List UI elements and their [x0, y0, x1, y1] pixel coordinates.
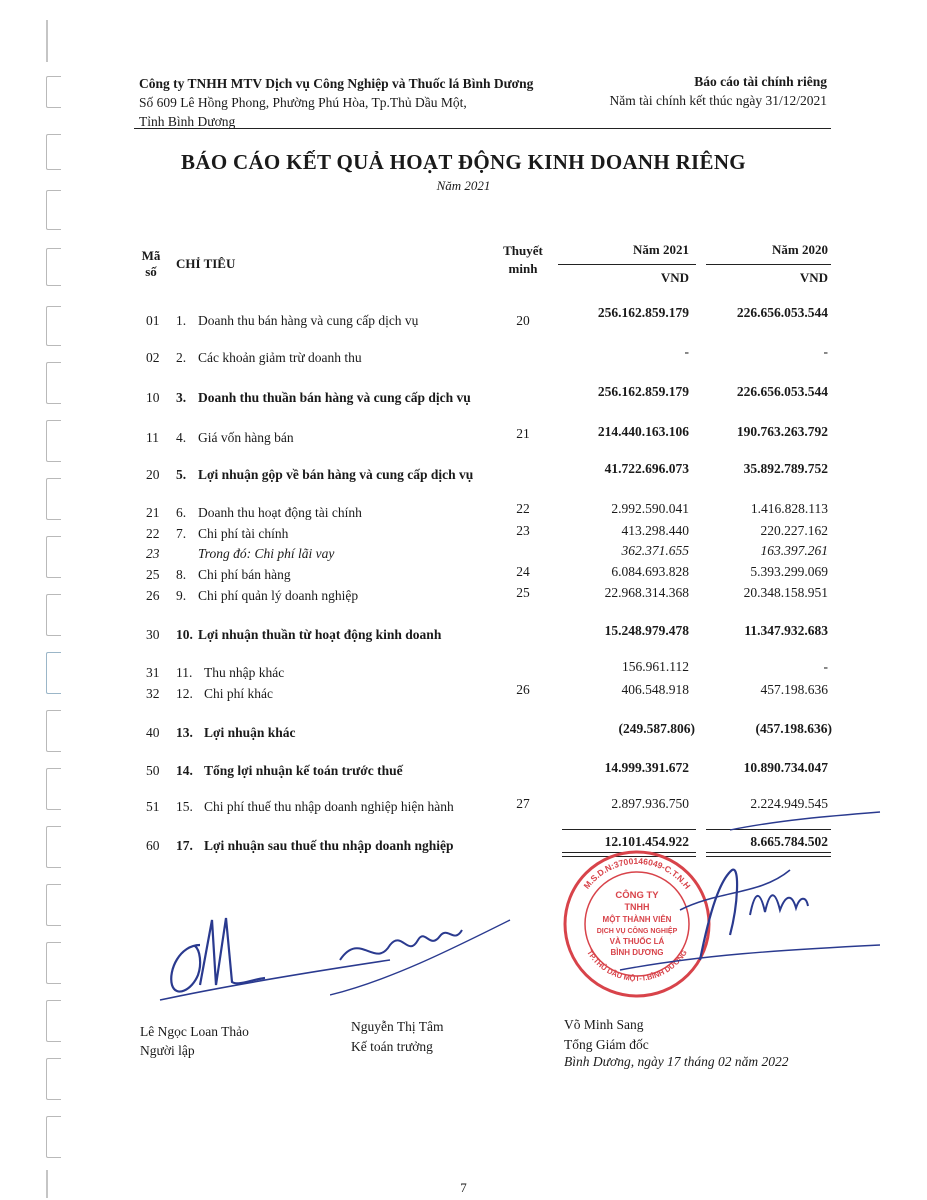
col-code-header — [140, 248, 162, 280]
row-value-2020: 226.656.053.544 — [736, 384, 828, 399]
row-note: 20 — [516, 313, 530, 328]
row-code: 30 — [146, 627, 160, 642]
table-row — [0, 543, 927, 566]
row-index: 1. — [176, 313, 187, 328]
row-value-2020: 226.656.053.544 — [736, 305, 828, 320]
col-item-header: CHỈ TIÊU — [176, 256, 236, 271]
table-row — [0, 424, 927, 450]
company-address-line1: Số 609 Lê Hồng Phong, Phường Phú Hòa, Tp.Thủ Dầu Một, — [139, 95, 467, 110]
row-label: Chi phí tài chính — [198, 526, 289, 541]
row-note: 25 — [516, 585, 530, 600]
director-role: Tổng Giám đốc — [564, 1037, 649, 1052]
row-index: 3. — [176, 390, 187, 405]
row-value-2021: (249.587.806) — [618, 721, 695, 736]
row-value-2020: 2.224.949.545 — [750, 796, 828, 811]
col-year2-header: Năm 2020 — [772, 242, 828, 257]
signing-place-date: Bình Dương, ngày 17 tháng 02 năm 2022 — [564, 1054, 789, 1069]
report-type: Báo cáo tài chính riêng — [694, 74, 827, 89]
row-index: 5. — [176, 467, 187, 482]
col-year1-rule — [558, 264, 696, 265]
row-code: 51 — [146, 799, 160, 814]
row-value-2020: 190.763.263.792 — [736, 424, 828, 439]
row-code: 40 — [146, 725, 160, 740]
row-index: 17. — [176, 838, 193, 853]
fiscal-year-end: Năm tài chính kết thúc ngày 31/12/2021 — [609, 93, 827, 108]
row-label: Trong đó: Chi phí lãi vay — [198, 546, 335, 561]
row-label: Doanh thu thuần bán hàng và cung cấp dịch vụ — [198, 390, 471, 405]
preparer-name: Lê Ngọc Loan Thảo — [140, 1024, 249, 1039]
svg-text:CÔNG TY: CÔNG TY — [615, 890, 659, 901]
col-code-line1: Mã — [141, 248, 161, 263]
row-index: 9. — [176, 588, 187, 603]
svg-text:MỘT THÀNH VIÊN: MỘT THÀNH VIÊN — [602, 915, 672, 924]
table-row — [0, 344, 927, 370]
table-row — [0, 721, 927, 745]
row-index: 11. — [176, 665, 193, 680]
row-value-2020: 8.665.784.502 — [750, 834, 828, 849]
row-code: 31 — [146, 665, 160, 680]
row-value-2021: 2.992.590.041 — [611, 501, 689, 516]
row-code: 20 — [146, 467, 160, 482]
director-name: Võ Minh Sang — [564, 1017, 644, 1032]
row-code: 60 — [146, 838, 160, 853]
table-row — [0, 461, 927, 487]
row-label: Lợi nhuận khác — [204, 725, 296, 740]
preparer-role: Người lập — [140, 1043, 195, 1058]
row-code: 26 — [146, 588, 160, 603]
col-note-line1: Thuyết — [503, 243, 543, 258]
accountant-role: Kế toán trưởng — [351, 1039, 433, 1054]
table-row — [0, 384, 927, 410]
row-code: 21 — [146, 505, 160, 520]
col-code-line2: số — [145, 264, 157, 279]
row-value-2020: - — [823, 344, 828, 359]
row-value-2020: 35.892.789.752 — [743, 461, 828, 476]
row-label: Chi phí khác — [204, 686, 273, 701]
row-note: 27 — [516, 796, 530, 811]
row-value-2021: 14.999.391.672 — [604, 760, 689, 775]
svg-text:VÀ THUỐC LÁ: VÀ THUỐC LÁ — [609, 937, 665, 946]
header-rule — [134, 128, 831, 129]
row-value-2021: 22.968.314.368 — [604, 585, 689, 600]
row-label: Chi phí bán hàng — [198, 567, 291, 582]
row-index: 8. — [176, 567, 187, 582]
table-row — [0, 564, 927, 587]
row-value-2020: - — [823, 659, 828, 674]
row-note: 22 — [516, 501, 530, 516]
row-code: 25 — [146, 567, 160, 582]
row-code: 23 — [146, 546, 160, 561]
table-row — [0, 305, 927, 333]
company-address-line2: Tỉnh Bình Dương — [139, 114, 236, 129]
company-name: Công ty TNHH MTV Dịch vụ Công Nghiệp và Thuốc lá Bình Dương — [139, 76, 534, 91]
row-index: 14. — [176, 763, 193, 778]
row-code: 22 — [146, 526, 160, 541]
row-value-2021: 413.298.440 — [621, 523, 689, 538]
row-value-2021: 362.371.655 — [621, 543, 689, 558]
svg-text:DỊCH VỤ CÔNG NGHIỆP: DỊCH VỤ CÔNG NGHIỆP — [596, 928, 678, 935]
col-note-header — [498, 242, 548, 278]
row-label: Chi phí quản lý doanh nghiệp — [198, 588, 359, 603]
row-value-2020: 20.348.158.951 — [743, 585, 828, 600]
row-value-2021: 12.101.454.922 — [604, 834, 689, 849]
accountant-signature — [330, 900, 530, 1010]
row-value-2021: 15.248.979.478 — [604, 623, 689, 638]
table-row — [0, 760, 927, 783]
table-row — [0, 623, 927, 647]
col-note-line2: minh — [508, 261, 538, 276]
row-label: Lợi nhuận sau thuế thu nhập doanh nghiệp — [204, 838, 454, 853]
row-code: 10 — [146, 390, 160, 405]
page-number: 7 — [460, 1180, 467, 1195]
row-label: Chi phí thuế thu nhập doanh nghiệp hiện hành — [204, 799, 454, 814]
row-index: 13. — [176, 725, 193, 740]
row-note: 24 — [516, 564, 530, 579]
row-value-2021: 214.440.163.106 — [597, 424, 689, 439]
row-value-2020: 1.416.828.113 — [750, 501, 828, 516]
col-year1-header: Năm 2021 — [633, 242, 689, 257]
svg-text:TP.THỦ DẦU MỘT-T.BÌNH DƯƠNG: TP.THỦ DẦU MỘT-T.BÌNH DƯƠNG — [585, 948, 689, 983]
row-label: Doanh thu bán hàng và cung cấp dịch vụ — [198, 313, 419, 328]
row-value-2020: 457.198.636 — [760, 682, 828, 697]
row-value-2021: 256.162.859.179 — [597, 305, 689, 320]
col-year2-rule — [706, 264, 831, 265]
table-row — [0, 501, 927, 525]
row-value-2021: 2.897.936.750 — [611, 796, 689, 811]
row-note: 23 — [516, 523, 530, 538]
row-value-2020: 11.347.932.683 — [744, 623, 828, 638]
row-value-2021: 41.722.696.073 — [604, 461, 689, 476]
svg-text:TNHH: TNHH — [624, 902, 650, 912]
svg-text:M.S.D.N:3700146049-C.T.N.H: M.S.D.N:3700146049-C.T.N.H — [581, 855, 693, 891]
row-label: Tổng lợi nhuận kế toán trước thuế — [204, 763, 403, 778]
row-index: 10. — [176, 627, 193, 642]
accountant-name: Nguyễn Thị Tâm — [351, 1019, 444, 1034]
svg-text:BÌNH DƯƠNG: BÌNH DƯƠNG — [610, 948, 664, 957]
row-index: 2. — [176, 350, 187, 365]
row-index: 6. — [176, 505, 187, 520]
row-label: Các khoản giảm trừ doanh thu — [198, 350, 362, 365]
row-label: Giá vốn hàng bán — [198, 430, 294, 445]
row-value-2020: 163.397.261 — [760, 543, 828, 558]
row-index: 12. — [176, 686, 193, 701]
row-value-2021: 406.548.918 — [621, 682, 689, 697]
table-row — [0, 682, 927, 706]
page-title: BÁO CÁO KẾT QUẢ HOẠT ĐỘNG KINH DOANH RIÊNG — [181, 150, 746, 174]
row-value-2020: (457.198.636) — [755, 721, 832, 736]
row-value-2020: 5.393.299.069 — [750, 564, 828, 579]
row-label: Lợi nhuận gộp về bán hàng và cung cấp dịch vụ — [198, 467, 474, 482]
row-note: 21 — [516, 426, 530, 441]
row-value-2021: - — [684, 344, 689, 359]
row-label: Lợi nhuận thuần từ hoạt động kinh doanh — [198, 627, 442, 642]
row-index: 15. — [176, 799, 193, 814]
col-year2-unit: VND — [799, 270, 828, 285]
row-code: 01 — [146, 313, 160, 328]
row-index: 4. — [176, 430, 187, 445]
row-value-2021: 156.961.112 — [622, 659, 689, 674]
col-year1-unit: VND — [660, 270, 689, 285]
row-label: Doanh thu hoạt động tài chính — [198, 505, 362, 520]
row-label: Thu nhập khác — [204, 665, 285, 680]
table-row — [0, 585, 927, 608]
page-subtitle: Năm 2021 — [436, 178, 491, 193]
row-value-2021: 256.162.859.179 — [597, 384, 689, 399]
company-header — [139, 74, 533, 131]
row-value-2020: 220.227.162 — [760, 523, 828, 538]
row-code: 32 — [146, 686, 160, 701]
row-note: 26 — [516, 682, 530, 697]
row-value-2020: 10.890.734.047 — [743, 760, 828, 775]
row-value-2021: 6.084.693.828 — [611, 564, 689, 579]
director-signature — [560, 810, 890, 980]
row-index: 7. — [176, 526, 187, 541]
row-code: 50 — [146, 763, 160, 778]
row-code: 11 — [146, 430, 159, 445]
report-header — [610, 72, 827, 110]
row-code: 02 — [146, 350, 160, 365]
